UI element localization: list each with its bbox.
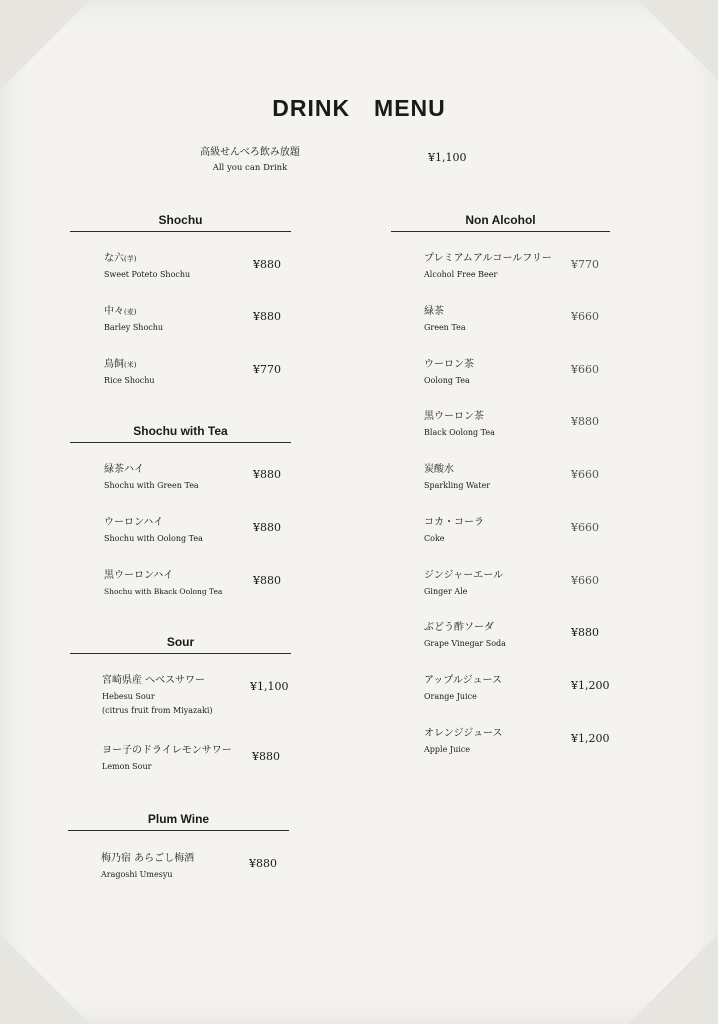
- item-name-jp: 黒ウーロンハイ: [104, 570, 174, 581]
- menu-item: [424, 671, 502, 701]
- section-heading-non-alcohol: Non Alcohol: [391, 213, 610, 232]
- item-name-jp: 緑茶: [424, 306, 444, 317]
- menu-item: [424, 407, 495, 437]
- menu-item: [424, 618, 506, 648]
- item-name-en: Barley Shochu: [104, 323, 164, 332]
- item-name-en: Hebesu Sour: [102, 692, 155, 701]
- page-corner: [0, 0, 90, 90]
- page-corner: [628, 934, 718, 1024]
- item-name-jp: 宮崎県産 へべスサワー: [102, 675, 205, 686]
- item-price: ¥1,200: [571, 679, 610, 692]
- section-heading-sour: Sour: [70, 635, 291, 654]
- page-corner: [638, 0, 718, 80]
- item-name-en: Sparkling Water: [424, 481, 491, 490]
- section-heading-shochu-with-tea: Shochu with Tea: [70, 424, 291, 443]
- item-name-en: Oolong Tea: [424, 376, 470, 385]
- page-title: DRINK MENU: [272, 95, 446, 121]
- item-name-en: Sweet Poteto Shochu: [104, 270, 191, 279]
- menu-item: [101, 849, 194, 879]
- item-name-en: Grape Vinegar Soda: [424, 639, 506, 648]
- item-name-jp: ウーロンハイ: [104, 517, 164, 528]
- menu-item: [102, 671, 213, 715]
- item-price: ¥770: [253, 363, 281, 376]
- menu-item: [104, 302, 163, 332]
- menu-item: [424, 249, 552, 279]
- item-name-en: Rice Shochu: [104, 376, 155, 385]
- menu-item: [424, 513, 484, 543]
- item-name-en: All you can Drink: [212, 163, 288, 173]
- item-name-jp: 鳥飼(米): [104, 359, 137, 370]
- item-price: ¥880: [249, 857, 277, 870]
- section-heading-shochu: Shochu: [70, 213, 291, 232]
- item-name-jp: ウーロン茶: [424, 359, 474, 370]
- item-price: ¥770: [571, 258, 599, 271]
- menu-item: [424, 566, 503, 596]
- item-name-en: Alcohol Free Beer: [424, 270, 498, 279]
- item-name-jp: 中々(麦): [104, 306, 137, 317]
- item-price: ¥660: [571, 468, 599, 481]
- item-name-jp: 黒ウーロン茶: [424, 411, 484, 422]
- menu-item: [102, 741, 232, 771]
- menu-item: [424, 460, 490, 490]
- item-name-en: Shochu with Bkack Oolong Tea: [104, 587, 223, 596]
- item-name-en: Orange Juice: [424, 692, 477, 701]
- item-name-en: Black Oolong Tea: [424, 428, 495, 437]
- menu-item: [104, 249, 190, 279]
- item-name-en: Green Tea: [424, 323, 466, 332]
- menu-item: [104, 355, 155, 385]
- item-name-en: Shochu with Oolong Tea: [104, 534, 203, 543]
- item-name-jp: ぶどう酢ソーダ: [424, 622, 494, 633]
- all-you-can-drink: [150, 143, 350, 173]
- item-price: ¥880: [571, 415, 599, 428]
- page-corner: [0, 934, 90, 1024]
- item-name-jp: ジンジャーエール: [424, 570, 504, 581]
- menu-item: [104, 460, 199, 490]
- item-name-jp: ヨー子のドライレモンサワー: [102, 745, 232, 756]
- item-price: ¥660: [571, 363, 599, 376]
- item-name-jp: 緑茶ハイ: [104, 464, 144, 475]
- menu-item: [424, 302, 466, 332]
- item-price: ¥660: [571, 574, 599, 587]
- menu-item: [104, 513, 203, 543]
- item-price: ¥880: [253, 468, 281, 481]
- item-name-jp: 炭酸水: [424, 464, 454, 475]
- item-name-jp: 梅乃宿 あらごし梅酒: [101, 853, 195, 864]
- item-name-jp: コカ・コーラ: [424, 517, 484, 528]
- item-price: ¥880: [571, 626, 599, 639]
- item-price: ¥880: [253, 310, 281, 323]
- item-price: ¥880: [252, 750, 280, 763]
- item-price: ¥1,200: [571, 732, 610, 745]
- item-price: ¥880: [253, 521, 281, 534]
- item-name-en: Shochu with Green Tea: [104, 481, 199, 490]
- section-heading-plum-wine: Plum Wine: [68, 812, 289, 831]
- menu-item: [424, 355, 474, 385]
- item-name-en: Aragoshi Umesyu: [101, 870, 173, 879]
- item-name-en: Ginger Ale: [424, 587, 468, 596]
- item-name-jp: 高級せんべろ飲み放題: [200, 147, 300, 158]
- item-note: (citrus fruit from Miyazaki): [102, 706, 213, 715]
- item-name-en: Coke: [424, 534, 445, 543]
- item-price: ¥880: [253, 574, 281, 587]
- item-name-jp: オレンジジュース: [424, 728, 503, 739]
- item-name-en: Apple Juice: [424, 745, 470, 754]
- item-price: ¥1,100: [250, 680, 289, 693]
- item-name-jp: な六(芋): [104, 253, 137, 264]
- item-price: ¥1,100: [428, 151, 467, 164]
- menu-item: [424, 724, 503, 754]
- item-name-en: Lemon Sour: [102, 762, 152, 771]
- item-price: ¥660: [571, 521, 599, 534]
- item-price: ¥660: [571, 310, 599, 323]
- item-price: ¥880: [253, 258, 281, 271]
- item-name-jp: プレミアムアルコールフリー: [424, 253, 552, 264]
- menu-item: [104, 566, 222, 596]
- item-name-jp: アップルジュース: [424, 675, 502, 686]
